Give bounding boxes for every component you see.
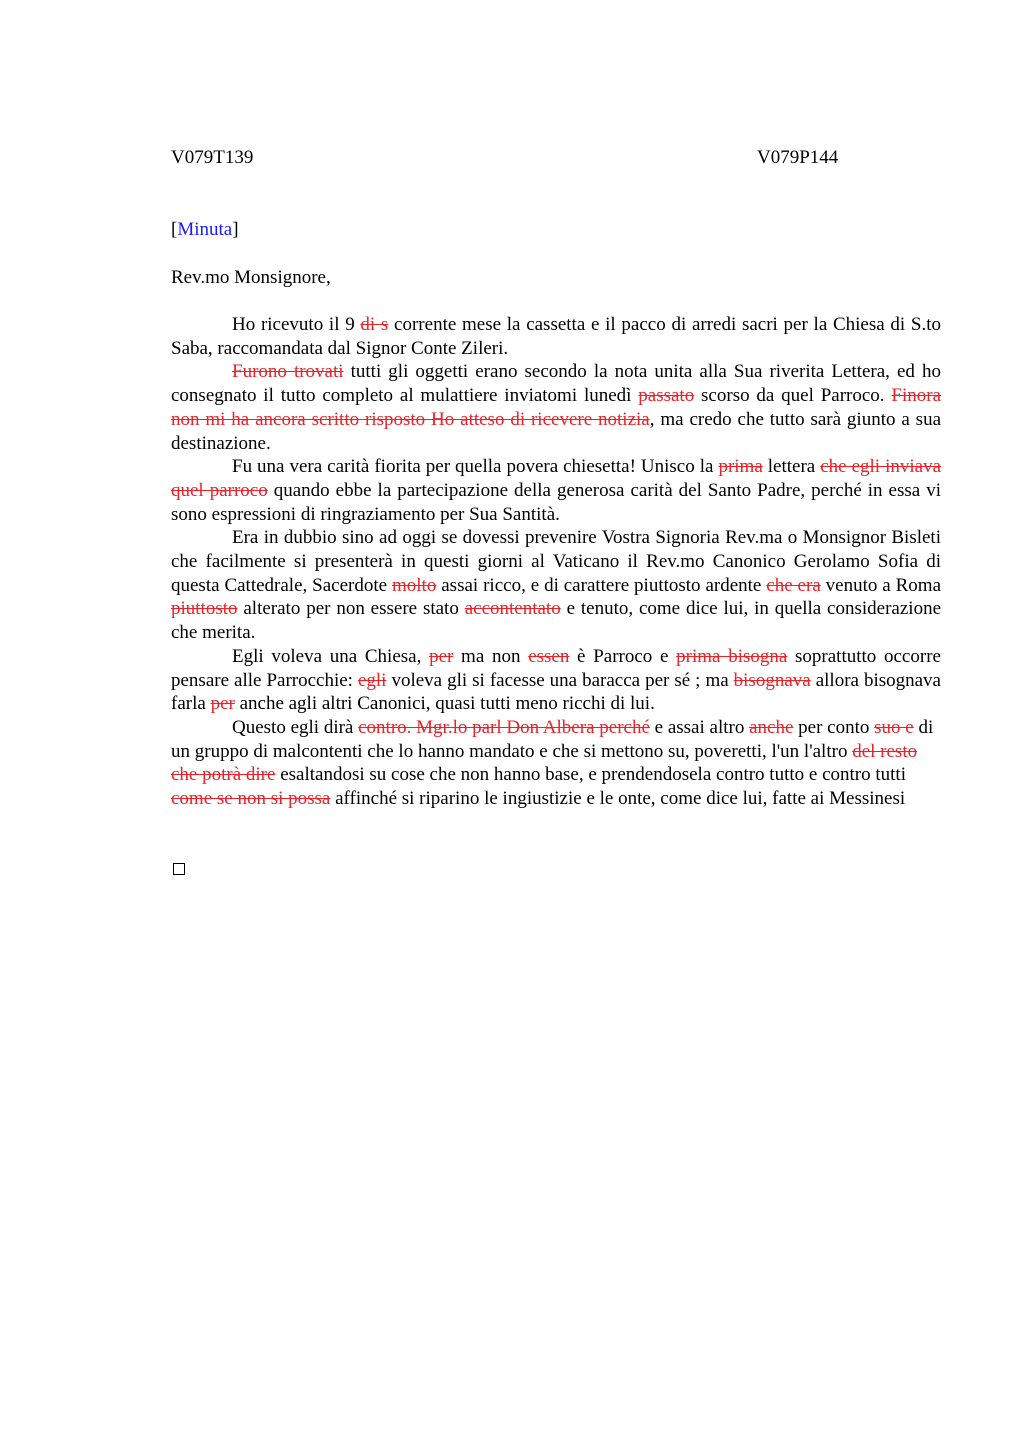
paragraph <box>171 645 941 716</box>
document-code-left: V079T139 <box>171 147 254 168</box>
minuta-label <box>171 218 239 242</box>
deleted-text: per <box>210 693 235 715</box>
salutation: Rev.mo Monsignore, <box>171 267 331 288</box>
text-segment: assai ricco, e di carattere piuttosto ardente <box>436 574 767 596</box>
text-segment: e tenuto, come dice lui, in quella considerazione che merita. <box>171 598 942 644</box>
text-segment: Fu una vera carità fiorita per quella povera chiesetta! Unisco la <box>232 456 719 478</box>
deleted-text: come se non si possa <box>171 788 331 810</box>
text-segment: per conto <box>793 716 875 738</box>
text-segment: alterato per non essere stato <box>237 598 465 620</box>
text-segment: affinché si riparino le ingiustizie e le onte, come dice lui, fatte ai Messinesi <box>330 788 906 810</box>
deleted-text: che egli inviava quel parroco <box>171 456 942 501</box>
deleted-text: del resto che potrà dire <box>171 740 918 786</box>
minuta-close-bracket: ] <box>232 219 239 240</box>
text-segment: allora bisognava farla <box>171 669 941 715</box>
deleted-text: contro. Mgr.lo parl Don Albera perché <box>358 716 650 738</box>
deleted-text: Finora non mi ha ancora scritto risposto Ho atteso di ricevere notizia <box>171 385 941 430</box>
deleted-text: per <box>429 645 454 667</box>
deleted-text: Furono trovati <box>232 361 344 383</box>
paragraph <box>171 716 941 811</box>
text-segment: è Parroco e <box>569 645 677 667</box>
text-segment: venuto a Roma <box>820 574 942 596</box>
deleted-text: passato <box>638 385 695 407</box>
text-segment: soprattutto occorre pensare alle Parrocchie: <box>171 645 941 691</box>
text-segment: ma non <box>453 645 529 667</box>
deleted-text: suo e <box>874 716 914 738</box>
deleted-text: accontentato <box>464 598 561 620</box>
text-segment: anche agli altri Canonici, quasi tutti meno ricchi di lui. <box>234 693 655 715</box>
deleted-text: che era <box>766 574 821 596</box>
deleted-text: molto <box>392 574 437 596</box>
text-segment: , ma credo che tutto sarà giunto a sua destinazione. <box>171 408 942 454</box>
text-segment: scorso da quel Parroco. <box>694 385 892 407</box>
text-segment: quando ebbe la partecipazione della generosa carità del Santo Padre, perché in essa vi sono espressioni di ringraziamento per Sua Santità. <box>171 479 941 525</box>
text-segment: Questo egli dirà <box>232 716 359 738</box>
text-segment: voleva gli si facesse una baracca per sé ; ma <box>386 669 734 691</box>
paragraph <box>171 455 941 526</box>
deleted-text: di s <box>360 314 389 335</box>
text-segment: lettera <box>762 456 821 478</box>
letter-body <box>171 313 941 811</box>
paragraph <box>171 313 941 360</box>
deleted-text: prima bisogna <box>676 645 788 667</box>
deleted-text: egli <box>357 669 387 691</box>
text-segment: esaltandosi su cose che non hanno base, e prendendosela contro tutto e contro tutti <box>275 764 906 786</box>
paragraph <box>171 526 941 645</box>
deleted-text: bisognava <box>733 669 811 691</box>
deleted-text: essen <box>528 645 570 667</box>
deleted-text: anche <box>749 716 794 738</box>
minuta-link[interactable]: Minuta <box>177 219 233 240</box>
minuta-open-bracket: [ <box>171 219 178 240</box>
text-segment: corrente mese la cassetta e il pacco di arredi sacri per la Chiesa di S.to Saba, raccomandata dal Signor Conte Zileri. <box>171 314 941 359</box>
deleted-text: piuttosto <box>171 598 238 620</box>
text-segment: Ho ricevuto il 9 <box>232 314 361 335</box>
document-code-right: V079P144 <box>757 147 839 168</box>
text-segment: tutti gli oggetti erano secondo la nota unita alla Sua riverita Lettera, ed ho consegnato il tutto completo al mulattiere inviatomi lunedì <box>171 361 941 407</box>
text-segment: Era in dubbio sino ad oggi se dovessi prevenire Vostra Signoria Rev.ma o Monsignor Bisleti che facilmente si presenterà in questi giorni al Vaticano il Rev.mo Canonico Gerolamo Sofia di questa Cattedrale, Sacerdote <box>171 527 941 596</box>
text-segment: di un gruppo di malcontenti che lo hanno mandato e che si mettono su, poveretti, l'un l'altro <box>171 716 934 762</box>
paragraph <box>171 360 941 455</box>
checkbox-icon[interactable] <box>173 863 185 875</box>
text-segment: e assai altro <box>649 716 750 738</box>
deleted-text: prima <box>718 456 763 478</box>
text-segment: Egli voleva una Chiesa, <box>232 645 430 667</box>
